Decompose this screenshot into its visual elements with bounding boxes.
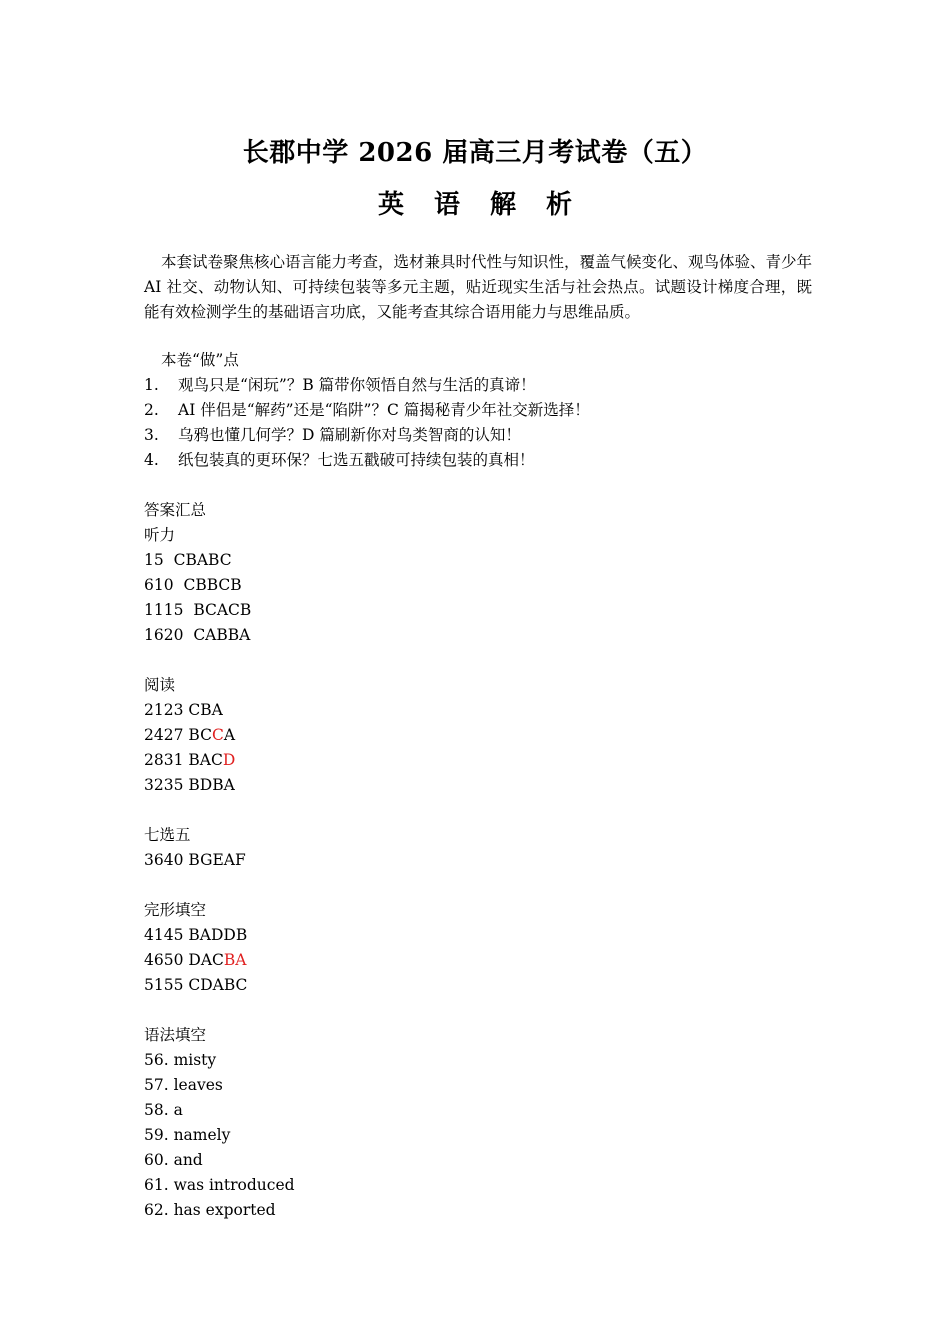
answers-heading: 答案汇总: [144, 501, 207, 519]
grammar-item: 58. a: [144, 1101, 183, 1119]
seven-choose-five-label: 七选五: [144, 826, 191, 844]
answer-row: 15 CBABC: [144, 551, 232, 569]
highlights-heading: 本卷“做”点: [161, 351, 239, 369]
listening-label: 听力: [144, 526, 176, 544]
corrected-answer: D: [222, 751, 236, 769]
cloze-label: 完形填空: [144, 901, 207, 919]
answer-row: 1620 CABBA: [144, 626, 251, 644]
page-subtitle: 英语解析: [377, 190, 602, 220]
answer-row: 2427 BCCA: [144, 726, 236, 744]
corrected-answer: BA: [223, 951, 247, 969]
page-title: 长郡中学 2026 届高三月考试卷（五）: [242, 138, 708, 168]
answer-row: 4145 BADDB: [144, 926, 248, 944]
grammar-item: 60. and: [144, 1151, 203, 1169]
answer-row: 610 CBBCB: [144, 576, 242, 594]
highlight-item: 2. AI 伴侣是“解药”还是“陷阱”？C 篇揭秘青少年社交新选择！: [144, 401, 590, 419]
corrected-answer: C: [211, 726, 224, 744]
answer-row: 5155 CDABC: [144, 976, 248, 994]
grammar-item: 61. was introduced: [144, 1176, 295, 1194]
grammar-label: 语法填空: [144, 1026, 207, 1044]
answer-row: 2123 CBA: [144, 701, 223, 719]
body-content: [144, 348, 812, 1223]
reading-label: 阅读: [144, 676, 176, 694]
intro-paragraph: 本套试卷聚焦核心语言能力考查，选材兼具时代性与知识性，覆盖气候变化、观鸟体验、青少年 AI 社交、动物认知、可持续包装等多元主题，贴近现实生活与社会热点。试题设计梯度合理，既能有效检测学生的基础语言功底，又能考查其综合语用能力与思维品质。: [144, 253, 813, 321]
highlight-item: 4. 纸包装真的更环保？七选五戳破可持续包装的真相！: [144, 451, 535, 469]
highlight-item: 3. 乌鸦也懂几何学？D 篇刷新你对鸟类智商的认知！: [144, 426, 521, 444]
answer-row: 4650 DACBA: [144, 951, 247, 969]
highlight-item: 1. 观鸟只是“闲玩”？B 篇带你领悟自然与生活的真谛！: [144, 376, 536, 394]
answer-row: 1115 BCACB: [144, 601, 252, 619]
answer-row: 2831 BACD: [144, 751, 236, 769]
grammar-item: 62. has exported: [144, 1201, 276, 1219]
answer-row: 3640 BGEAF: [144, 851, 246, 869]
grammar-item: 57. leaves: [144, 1076, 223, 1094]
answer-row: 3235 BDBA: [144, 776, 235, 794]
grammar-item: 59. namely: [144, 1126, 231, 1144]
grammar-item: 56. misty: [144, 1051, 217, 1069]
